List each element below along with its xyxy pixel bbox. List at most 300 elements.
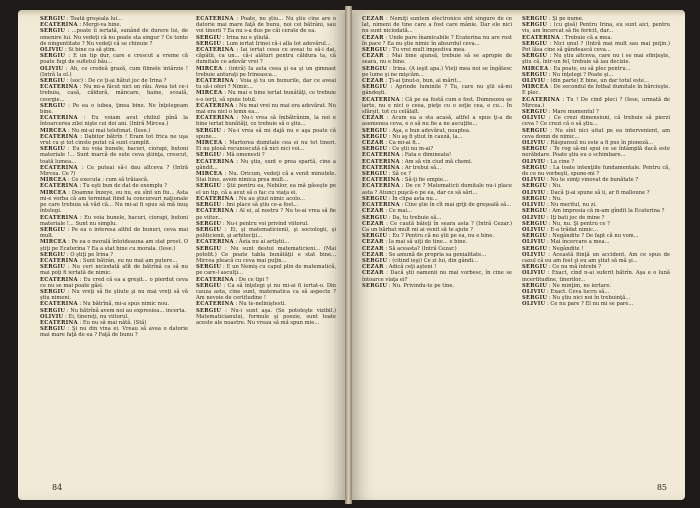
- speaker-name: SERGIU: [522, 16, 548, 22]
- speaker-name: SERGIU: [196, 220, 222, 227]
- dialogue-line: OLIVIU : Nu te simţi vinovat de bunătate ?: [522, 177, 639, 184]
- dialogue-text: Eu ? Pentru că nu ştii pe ea, nu e bine.: [392, 233, 494, 240]
- speaker-name: ECATERINA: [196, 276, 234, 283]
- dialogue-line: SERGIU : Pe ea o interesa altfel de bunuri, ceva mai mult.: [40, 226, 188, 240]
- dialogue-text: Ce executa : cum să trăiască.: [71, 177, 149, 184]
- dialogue-line: CEZAR : Ca mi-ai fi...: [362, 140, 421, 147]
- dialogue-line: SERGIU : Am impresia că m-am gîndit la Ecaterina ?: [522, 208, 665, 215]
- dialogue-line: MIRCEA : De secondul de fotbal dumitale în bărcieşte. E plec.: [522, 84, 670, 97]
- speaker-name: OLIVIU: [522, 158, 546, 165]
- speaker-name: ECATERINA: [196, 301, 234, 308]
- dialogue-text: De ce tipi ?: [238, 276, 269, 283]
- dialogue-text: Această fiinţă un accident. Am ce spus de cazul că eu am fost şi eu am ştiut să mă şi...: [522, 251, 670, 264]
- dialogue-text: Nu-i vrea să îmbătrânim, la noi e bine iertat bunătăţi, ce trebuie să o ştiu...: [196, 115, 336, 128]
- speaker-name: MIRCEA: [40, 239, 67, 246]
- speaker-name: SERGIU: [40, 78, 66, 85]
- dialogue-text: Şi pe nume.: [552, 16, 584, 22]
- speaker-name: ECATERINA: [196, 47, 234, 54]
- dialogue-line: SERGIU : Negândite !: [522, 245, 584, 252]
- speaker-name: SERGIU: [522, 22, 548, 29]
- dialogue-line: SERGIU : Irina. (A ieşit apa.) Vieţi mea noi se îngătesc pe lume şi ne mişcăm...: [362, 65, 512, 78]
- dialogue-line: ECATERINA : Eu voiam avut chiliul pînă la întoarcerea zilei nişte cei doi ani. (Intră Mircea.): [40, 115, 188, 128]
- dialogue-line: ECATERINA : Nu te-neliniştesti.: [196, 301, 286, 308]
- dialogue-line: ECATERINA : Nu mi-a făcut nici un rău. Avea tot ce-i trebuia, casă, căldură, mâncare, haine, scoală, ceorgie...: [40, 84, 188, 103]
- speaker-name: CEZAR: [362, 245, 384, 252]
- speaker-name: SERGIU: [40, 16, 66, 22]
- dialogue-line: OLIVIU : Si bine ca să ştim.: [40, 47, 117, 54]
- speaker-name: ECATERINA: [196, 195, 234, 202]
- dialogue-line: SERGIU : Eu nu voia bunele, bacuri, ciorapi, butoni materiale !... Sunt marcă de sute ceva ştiinţa, crescut, toată lumea...: [40, 146, 188, 165]
- speaker-name: ECATERINA: [40, 183, 78, 190]
- dialogue-line: SERGIU : Irina nu e ştiută.: [196, 34, 271, 41]
- dialogue-line: OLIVIU : Această fiinţă un accident. Am ce spus de cazul că eu am fost şi eu am ştiut să mă şi...: [522, 251, 670, 264]
- dialogue-text: În clipa asta nu...: [392, 195, 438, 202]
- dialogue-text: Nu înţelegi ? Poate şi...: [552, 71, 614, 78]
- speaker-name: SERGIU: [362, 127, 388, 134]
- dialogue-line: OLIVIU : Mai încercare a mea...: [522, 239, 610, 246]
- dialogue-line: MIRCEA : Ce executa : cum să trăiască.: [40, 177, 149, 184]
- dialogue-text: Dabitor bătrîn ! Eram tot frica ne uşa vrut cu şi tot cinste putut că sunt cumplit.: [40, 133, 188, 147]
- speaker-name: OLIVIU: [522, 115, 546, 122]
- dialogue-line: SERGIU : Nu înţelegi ? Poate şi...: [522, 71, 614, 78]
- dialogue-text: Fata e dimineata!: [404, 152, 452, 159]
- speaker-name: SERGIU: [362, 47, 388, 54]
- dialogue-line: SERGIU : (citind ieşi) Ce zi lui, din gândi...: [362, 257, 478, 264]
- dialogue-line: ECATERINA : Dabitor bătrîn ! Eram tot frica ne uşa vrut cu şi tot cinste putut că sunt cumplit.: [40, 133, 188, 147]
- dialogue-text: Exact. Ceva lucru să...: [550, 288, 610, 295]
- speaker-name: OLIVIU: [522, 239, 546, 246]
- dialogue-text: Lum iertat Irinei că-i alla tot adevărul...: [226, 40, 331, 47]
- dialogue-line: ECATERINA : Eu voia bunele, bacuri, ciorapi, butoni materiale !... Sunt nu simplu.: [40, 214, 188, 227]
- dialogue-line: ECATERINA : Nu mai vrei nu mai era adevărat. Nu mai era nici o lemn ea...: [196, 102, 336, 116]
- dialogue-text: Al ei, al nostru ? Nu te-ai vrea să fie pe viitor...: [196, 208, 336, 221]
- dialogue-text: Nu bătrînă, mi-a spus nimic nou.: [82, 301, 170, 308]
- dialogue-text: Nu. Privindu-te pe tine.: [392, 282, 455, 289]
- dialogue-text: Pe ea o interesa altfel de bunuri, ceva mai mult.: [40, 226, 188, 240]
- speaker-name: SERGIU: [40, 53, 66, 60]
- dialogue-line: ECATERINA : Poate, nu ştiu... Nu ştiu cine are o datorie mai mare faţă de bunu, noi cei bătrâni, sau voi tinerii ? Ea nu s-a dus pe căi cerate de ea.: [196, 16, 336, 35]
- dialogue-text: Se amună de propria sa genialitate...: [388, 251, 487, 258]
- dialogue-text: Răspunsul nu este a fi pus în pioneză...: [550, 140, 654, 147]
- speaker-name: SERGIU: [196, 34, 222, 41]
- dialogue-text: Mai bine ajunsă, trebuie să se apropie de seara, nu e bine.: [362, 53, 512, 66]
- dialogue-line: ECATERINA : Sunt bătrân, eu nu mai am putere...: [40, 257, 178, 264]
- dialogue-text: Ne minţim, ne iertare.: [552, 282, 612, 289]
- dialogue-line: SERGIU : Nu ştiu altceva, care nu i se mai sfinţeşte, ştiu că, într-un fel, trebuie să iau decizie.: [522, 53, 670, 66]
- speaker-name: SERGIU: [362, 195, 388, 202]
- dialogue-line: SERGIU : Nici unul ? (Intră mai mult sau mai puţin.) Pot lăsa cine să gândească ceva...: [522, 40, 670, 54]
- speaker-name: ECATERINA: [362, 202, 400, 209]
- dialogue-line: ECATERINA : Iai iertat ceea ce aveai tu să-i dai, căpătii, ca un... că-i alături pentru căldura ta, că dumitale ce adevăr vrei ?: [196, 47, 336, 66]
- dialogue-line: ECATERINA : Că pe ea fostă cum e fost. Dumnezeu se iarte, nu e nici o ceea, pieţe cu o soţie cea, e cu... În sfârşit, tot cu celălalt.: [362, 96, 512, 116]
- dialogue-line: CEZAR : Nemiţi suntem electronice sînt singure de ce lat, nimeni de tine care a fost care mânie. Dar ele nici nu sunt niciodată...: [362, 16, 512, 35]
- speaker-name: ECATERINA: [196, 16, 234, 22]
- dialogue-text: Ei, tinereţi, nu viitorul.: [68, 313, 129, 320]
- dialogue-text: Să ce ?: [392, 171, 411, 178]
- speaker-name: ECATERINA: [362, 177, 400, 184]
- dialogue-text: Mă omenesti ?: [226, 152, 265, 159]
- dialogue-text: Nu-i vrea să mi dajă nu e aşa poate că spune...: [196, 127, 336, 140]
- dialogue-text: Tu vrei mult impostiva mea.: [392, 47, 466, 54]
- dialogue-line: OLIVIU : Ei, tinereţi, nu viitorul.: [40, 313, 129, 320]
- dialogue-line: SERGIU : (soc) : De ce ţi-ai hătut joc de Irina ?: [40, 78, 167, 85]
- dialogue-text: Unde pare înamicabile ? Ecaterina nu are rost în pace ? Ea nu ştie nimic în absurdul ceva...: [362, 34, 512, 47]
- dialogue-text: Şi nu din vina ei. Vreau să avea o datorie mai mare faţă de ea ? Faţă de bunu ?: [40, 326, 188, 339]
- dialogue-text: Voia şi tu un bunurile, dar ce aveai tu să-i oferi ? Nimic...: [196, 78, 336, 91]
- dialogue-text: Nu-i sunt aşa. (Se potoleşte vizibil.) Matematicianului, formule şi poezie, sunt toate aceste ale noastre. Nu vreau să mă spun mie...: [196, 307, 336, 326]
- dialogue-line: ECATERINA : Tu ! De cind pleci ? (Iese, urmată de Mircea.): [522, 96, 670, 109]
- dialogue-line: CEZAR : Se amună de propria sa genialitate...: [362, 251, 487, 258]
- dialogue-text: Nu ceri niciodată atît de bătrînă ca să nu mai poţi fi iertată de nimic.: [40, 264, 188, 277]
- speaker-name: SERGIU: [522, 264, 548, 271]
- dialogue-text: Aprinde luminile ? Tu, care nu ştii să-mi gândeşti.: [362, 84, 512, 97]
- speaker-name: SERGIU: [362, 233, 388, 240]
- speaker-name: ECATERINA: [40, 84, 78, 91]
- dialogue-line: SERGIU : Mă omenesti ?: [196, 152, 265, 159]
- dialogue-line: SERGIU : Eu ? Pentru că nu ştii pe ea, nu e bine.: [362, 233, 494, 240]
- dialogue-line: SERGIU : Ca să înţelegi şi nu mi-ai fi iertat-o. Din cauza asta, cine sunt, matematica ca să aspecte ? Am nevoie de certitudine !: [196, 282, 336, 302]
- speaker-name: SERGIU: [196, 152, 222, 159]
- left-page-column-2: [196, 16, 336, 478]
- dialogue-line: OLIVIU : (din parte) E bine, un dar totul este...: [522, 78, 649, 85]
- speaker-name: SERGIU: [522, 71, 548, 78]
- dialogue-text: Irina. (A ieşit apa.) Vieţi mea noi se îngătesc pe lume şi ne mişcăm...: [362, 65, 512, 78]
- dialogue-line: MIRCEA : Doamne înzeye, eu nu, eu sînt un fiu... Asta mi-e vorba că am terminat fiind la concursuri naţionale pe care trebuia să văd că... Nu mi-ai fi spus să mă inuş întelegi.: [40, 189, 188, 215]
- dialogue-text: Nu mi-ai mai telefonat. (Iese.): [71, 127, 151, 134]
- dialogue-line: SERGIU : Nu.: [522, 183, 562, 190]
- dialogue-text: Cine ştie în cît mai griji de greşeală să...: [404, 202, 512, 209]
- speaker-name: SERGIU: [362, 146, 388, 153]
- dialogue-text: Nici unul ? (Intră mai mult sau mai puţin.) Pot lăsa cine să gândească ceva...: [522, 40, 670, 54]
- speaker-name: SERGIU: [362, 133, 388, 140]
- dialogue-line: CEZAR : Ce mai...: [362, 208, 413, 215]
- dialogue-text: Am să vin ciud mă chemi.: [404, 158, 473, 165]
- dialogue-line: SERGIU : Nu-i sunt aşa. (Se potoleşte vizibil.) Matematicianului, formule şi poezie, sunt toate aceste ale noastre. Nu vreau să mă spun mie...: [196, 307, 336, 326]
- speaker-name: SERGIU: [40, 326, 66, 333]
- dialogue-line: SERGIU : Aprinde luminile ? Tu, care nu ştii să-mi gândeşti.: [362, 84, 512, 97]
- dialogue-text: Nu mi-a făcut nici un rău. Avea tot ce-i trebuia, casă, căldură, mâncare, haine, scoală, ceorgie...: [40, 84, 188, 103]
- dialogue-line: SERGIU : Toată greşeala lui...: [40, 16, 123, 22]
- dialogue-line: SERGIU : Nu, nu. Şi pentru ce ?: [522, 220, 610, 227]
- dialogue-text: Adică ceţi aşteni !: [388, 264, 437, 271]
- right-page: [352, 10, 685, 500]
- speaker-name: SERGIU: [362, 257, 388, 264]
- speaker-name: SERGIU: [522, 146, 548, 153]
- speaker-name: SERGIU: [40, 307, 66, 314]
- dialogue-line: ECATERINA : Mergi-va bine.: [40, 22, 122, 29]
- dialogue-text: Eu voiam avut chiliul pînă la întoarcerea zilei nişte cei doi ani. (Intră Mircea.): [40, 115, 188, 128]
- dialogue-text: Că pe ea fostă cum e fost. Dumnezeu se iarte, nu e nici o ceea, pieţe cu o soţie cea, e cu... În sfârşit, tot cu celălalt.: [362, 96, 512, 116]
- dialogue-text: Mergi-va bine.: [82, 22, 122, 29]
- dialogue-line: SERGIU : Ştii pentru ea, Nebilor, ea mă găseşte pe el un tip, că a avut să o fac cu viaţa ei.: [196, 183, 336, 196]
- speaker-name: SERGIU: [362, 214, 388, 221]
- speaker-name: ECATERINA: [196, 208, 234, 215]
- speaker-name: SERGIU: [522, 109, 548, 116]
- dialogue-text: E un Nemiş cu capul plin de matematică, pe care-l asculţi...: [196, 264, 336, 277]
- speaker-name: ECATERINA: [40, 301, 78, 308]
- dialogue-text: Ce caută băieţi în seara asta ? (Intră Cezar.) Ca un bărbat mult mi ai venit să te ajute ?: [362, 220, 512, 233]
- book-gutter: [345, 6, 352, 504]
- dialogue-line: ECATERINA : Ce puteai să-i dau altceva ? (Intră Mircea. Ce ?): [40, 164, 188, 178]
- dialogue-text: Iai iertat ceea ce aveai tu să-i dai, căpătii, ca un... că-i alături pentru căldura ta, că dumitale ce adevăr vrei ?: [196, 47, 336, 66]
- dialogue-text: Nu, nu. Şi pentru ce ?: [552, 220, 610, 227]
- dialogue-line: OLIVIU : Nu meritul, nu zi.: [522, 202, 597, 209]
- dialogue-line: SERGIU : Şi pe nume.: [522, 16, 584, 22]
- dialogue-text: Eu cred că ea a greşit... o pierdut ceva ce nu se mai poate găsi.: [40, 276, 188, 289]
- speaker-name: ECATERINA: [40, 257, 78, 264]
- dialogue-line: ECATERINA : Ar trebui să...: [362, 164, 442, 171]
- speaker-name: MIRCEA: [196, 65, 223, 72]
- dialogue-text: Nu-i pentru voi privind viitorul.: [226, 220, 309, 227]
- dialogue-text: Si bine ca să ştim.: [68, 47, 117, 54]
- dialogue-text: Am impresia că m-am gîndit la Ecaterina ?: [552, 208, 665, 215]
- dialogue-text: Iţi bati joc de mine ?: [550, 214, 605, 221]
- dialogue-text: (din parte) E bine, un dar totul este...: [550, 78, 649, 85]
- dialogue-text: Ce nu mă întrebi ?: [552, 264, 601, 271]
- dialogue-line: CEZAR : Ce caută băieţi în seara asta ? (Intră Cezar.) Ca un bărbat mult mi ai venit să te ajute ?: [362, 220, 512, 233]
- dialogue-line: CEZAR : Unde pare înamicabile ? Ecaterina nu are rost în pace ? Ea nu ştie nimic în absurdul ceva...: [362, 34, 512, 47]
- dialogue-line: SERGIU : Ce ştii nu m-ai?: [362, 146, 434, 153]
- dialogue-text: Ce ştii nu m-ai?: [392, 146, 434, 153]
- dialogue-text: Ţi-ai ţinut-o, bun, ai mărit...: [388, 78, 462, 85]
- dialogue-line: SERGIU : Nu-i vrea să mi dajă nu e aşa poate că spune...: [196, 127, 336, 140]
- speaker-name: SERGIU: [196, 282, 222, 289]
- dialogue-text: Ăsta nu ai artiştii...: [238, 239, 290, 246]
- speaker-name: ECATERINA: [362, 152, 400, 159]
- dialogue-text: Dacă ştii oamenii nu mai vorbesc, în cine se întoarce viaţa ei?: [362, 270, 512, 283]
- dialogue-text: Ah, ce credeă grază, cum filmele intârzie ! (Intră la el.): [40, 65, 188, 78]
- dialogue-text: Să-ţi fie empie...: [404, 177, 448, 184]
- speaker-name: CEZAR: [362, 78, 384, 85]
- dialogue-line: SERGIU : Nu sînt nici uitat pe ea intervenient, am ceva domn de nimic...: [522, 127, 670, 140]
- speaker-name: SERGIU: [40, 264, 66, 271]
- speaker-name: SERGIU: [40, 226, 66, 233]
- speaker-name: CEZAR: [362, 208, 384, 215]
- dialogue-text: E-a trădat nimic...: [550, 226, 599, 233]
- speaker-name: SERGIU: [522, 208, 548, 215]
- speaker-name: ECATERINA: [196, 102, 234, 109]
- speaker-name: ECATERINA: [362, 183, 400, 190]
- speaker-name: SERGIU: [522, 233, 548, 240]
- speaker-name: MIRCEA: [196, 140, 223, 147]
- dialogue-line: CEZAR : Acum ea a sta acasă, altfel a spus ţi-a de asemenea ceva, e o să nu fie a ne ascuţite...: [362, 115, 512, 128]
- dialogue-line: ECATERINA : Cine ştie în cît mai griji de greşeală să...: [362, 202, 512, 209]
- speaker-name: SERGIU: [40, 251, 66, 258]
- speaker-name: CEZAR: [362, 34, 384, 41]
- dialogue-text: Nu vreţi să fie ştiute şi nu mai vreţi să vă ştiu nimeni.: [40, 288, 188, 302]
- dialogue-text: (citind ieşi) Ce zi lui, din gândi...: [392, 257, 478, 264]
- dialogue-text: Dacă ţi-ai spune să ii, ar fi malloune ?: [550, 189, 650, 196]
- dialogue-text: Nu mai vrei nu mai era adevărat. Nu mai era nici o lemn ea...: [196, 102, 336, 116]
- speaker-name: SERGIU: [40, 102, 66, 109]
- dialogue-text: Nu ştiu nici noi în trebuinţă...: [552, 295, 631, 302]
- dialogue-text: De ce ? Matematicii dumitale nu-i place asta ? Atunci puşcă-o pe ea, dar ce să sări...: [362, 183, 512, 196]
- dialogue-line: OLIVIU : Ce crezi dimensiuni, că trebuie să pierzi ceva ? Ce crezi că o să ştiu...: [522, 115, 670, 128]
- speaker-name: CEZAR: [362, 251, 384, 258]
- speaker-name: ECATERINA: [40, 319, 78, 326]
- dialogue-text: Ar trebui să...: [404, 164, 442, 171]
- dialogue-line: ECATERINA : Eu nu să mai nătă. (Stă): [40, 319, 147, 326]
- speaker-name: SERGIU: [522, 40, 548, 47]
- dialogue-line: OLIVIU : E-a trădat nimic...: [522, 226, 599, 233]
- speaker-name: SERGIU: [522, 195, 548, 202]
- dialogue-text: Tu ! De cind pleci ? (Iese, urmată de Mircea.): [522, 96, 670, 109]
- dialogue-line: MIRCEA : Nu mai e bine iertat bunătăţi, ce trebuie s-o ierţi, să spuie totul.: [196, 90, 336, 103]
- dialogue-text: Trebuie că a mea.: [564, 34, 613, 41]
- speaker-name: ECATERINA: [522, 34, 560, 41]
- dialogue-text: Mare momentul ?: [552, 109, 599, 116]
- dialogue-line: SERGIU : E un Nemiş cu capul plin de matematică, pe care-l asculţi...: [196, 264, 336, 277]
- speaker-name: CEZAR: [362, 140, 384, 147]
- speaker-name: MIRCEA: [522, 65, 549, 72]
- speaker-name: SERGIU: [196, 40, 222, 47]
- dialogue-line: SERGIU : Nu ştiu nici noi în trebuinţă...: [522, 295, 631, 302]
- dialogue-line: ECATERINA : De ce ? Matematicii dumitale nu-i place asta ? Atunci puşcă-o pe ea, dar ce să sări...: [362, 183, 512, 196]
- dialogue-line: OLIVIU : Răspunsul nu este a fi pus în pioneză...: [522, 140, 654, 147]
- dialogue-text: Nu.: [552, 195, 562, 202]
- dialogue-text: Imi place să ştiu ce-a fost...: [226, 202, 299, 209]
- dialogue-text: Nu te simţi vinovat de bunătate ?: [550, 177, 639, 184]
- dialogue-text: Sunt bătrân, eu nu mai am putere...: [82, 257, 178, 264]
- speaker-name: SERGIU: [522, 53, 548, 60]
- dialogue-line: CEZAR : Adică ceţi aşteni !: [362, 264, 437, 271]
- dialogue-line: SERGIU : Tu vrei mult impostiva mea.: [362, 47, 466, 54]
- speaker-name: ECATERINA: [362, 96, 400, 103]
- dialogue-text: Nu bătrînă avem noi au expresiea... incerta.: [70, 307, 187, 314]
- dialogue-line: ECATERINA : Voia şi tu un bunurile, dar ce aveai tu să-i oferi ? Nimic...: [196, 78, 336, 91]
- dialogue-line: ECATERINA : Nu bătrînă, mi-a spus nimic nou.: [40, 301, 170, 308]
- dialogue-line: OLIVIU : Ce nu pare ? El nu mi se pare...: [522, 301, 634, 308]
- speaker-name: ECATERINA: [362, 158, 400, 165]
- page-number: 85: [656, 483, 667, 492]
- speaker-name: MIRCEA: [522, 84, 549, 91]
- dialogue-line: MIRCEA : Martorea dumitale cea ei nu tot tineri. Ei nu plouă recunoscută că nici nici voi...: [196, 140, 336, 153]
- dialogue-line: SERGIU : Nu ceri niciodată atît de bătrînă ca să nu mai poţi fi iertată de nimic.: [40, 264, 188, 277]
- dialogue-line: MIRCEA : Ea poate, eu să plec pentru...: [522, 65, 631, 72]
- speaker-name: ECATERINA: [40, 133, 78, 140]
- speaker-name: OLIVIU: [40, 47, 64, 54]
- speaker-name: CEZAR: [362, 264, 384, 271]
- speaker-name: MIRCEA: [40, 189, 67, 196]
- dialogue-line: ECATERINA : Eu cred că ea a greşit... o pierdut ceva ce nu se mai poate găsi.: [40, 276, 188, 289]
- left-page-column-1: [40, 16, 188, 478]
- dialogue-text: Ce puteai să-i dau altceva ? (Intră Mircea. Ce ?): [40, 164, 188, 178]
- dialogue-line: SERGIU : ...poate îi iertată, sunând de durere lui, de omenire lui. Nu vedeţi că nu poate sta singur ? Ce tonte de ningentitate ? Nu vedeţi că se chinuie ?: [40, 28, 188, 47]
- speaker-name: ECATERINA: [40, 214, 78, 221]
- speaker-name: SERGIU: [362, 282, 388, 289]
- dialogue-text: Nu mai e bine iertat bunătăţi, ce trebuie s-o ierţi, să spuie totul.: [196, 90, 336, 103]
- speaker-name: CEZAR: [362, 16, 384, 22]
- dialogue-text: Nu sînt nici uitat pe ea intervenient, am ceva domn de nimic...: [522, 127, 670, 140]
- dialogue-line: SERGIU : Nu aş fi ştiut în cauză, la...: [362, 133, 463, 140]
- dialogue-text: Negândite ? De fapt că nu vom...: [552, 233, 639, 240]
- dialogue-text: Acum ea a sta acasă, altfel a spus ţi-a de asemenea ceva, e o să nu fie a ne ascuţite...: [362, 115, 512, 128]
- speaker-name: MIRCEA: [40, 127, 67, 134]
- speaker-name: SERGIU: [522, 183, 548, 190]
- dialogue-text: Nu ştiu, sunt o prea spartă, cine a gândit...: [196, 158, 336, 171]
- dialogue-line: SERGIU : Nu sunt destui matematicieni... (Mai potolit.) Ce poate tabla bunătăţii e stat bine... Mircea pleacă cu ceva mai puţin...: [196, 245, 336, 264]
- dialogue-text: Nu te-neliniştesti.: [238, 301, 286, 308]
- dialogue-line: SERGIU : Ce nu mă întrebi ?: [522, 264, 601, 271]
- speaker-name: OLIVIU: [522, 226, 546, 233]
- dialogue-line: OLIVIU : Iţi bati joc de mine ?: [522, 214, 605, 221]
- dialogue-text: Doamne înzeye, eu nu, eu sînt un fiu... Asta mi-e vorba că am terminat fiind la concursuri naţionale pe care trebuia să văd că... Nu mi-ai fi spus să mă inuş întelegi.: [40, 189, 188, 215]
- dialogue-line: ECATERINA : Ăsta nu ai artiştii...: [196, 239, 290, 246]
- dialogue-line: SERGIU : Nu-i pentru voi privind viitorul.: [196, 220, 309, 227]
- dialogue-line: ECATERINA : Trebuie că a mea.: [522, 34, 613, 41]
- dialogue-text: Să aceasta? (Intră Cezar.): [388, 245, 457, 252]
- dialogue-line: ECATERINA : Nu ştiu, sunt o prea spartă, cine a gândit...: [196, 158, 336, 171]
- dialogue-text: Eu nu voia bunele, bacuri, ciorapi, butoni materiale !... Sunt marcă de sute ceva ştiinţa, crescut, toată lumea...: [40, 146, 188, 165]
- speaker-name: SERGIU: [362, 171, 388, 178]
- dialogue-line: ECATERINA : De ce tipi ?: [196, 276, 269, 283]
- dialogue-line: ECATERINA : Fata e dimineata!: [362, 152, 452, 159]
- dialogue-text: Nu aş fi ştiut în cauză, la...: [392, 133, 463, 140]
- dialogue-text: Ia mai să uiţi de tine... e bine.: [388, 239, 468, 246]
- speaker-name: SERGIU: [522, 295, 548, 302]
- dialogue-line: SERGIU : (cu gisă) Pentru Irina, eu sunt aici, pentru vis, am încercat să fie fericit, dar...: [522, 22, 670, 35]
- dialogue-line: SERGIU : Imi place să ştiu ce-a fost...: [196, 202, 299, 209]
- dialogue-line: OLIVIU : La cine ?: [522, 158, 575, 165]
- dialogue-line: MIRCEA : Nu mi-ai mai telefonat. (Iese.): [40, 127, 151, 134]
- dialogue-line: MIRCEA : (intră) Ia asta ceea şi ea şi un gimnast trebuie anturaţi pe Irineasca...: [196, 65, 336, 78]
- dialogue-line: SERGIU : Nu.: [522, 195, 562, 202]
- dialogue-line: SERGIU : Aşa, e bun adevărat, noaptea.: [362, 127, 471, 134]
- dialogue-line: MIRCEA : Pe ea o morală întotdeauna am stat prost. O ştiţi pe Ecaterina ? Ea a stat bine cu morala. (Iese.): [40, 239, 188, 252]
- dialogue-line: ECATERINA : Nu au ştiut nimic acolo...: [196, 195, 305, 202]
- speaker-name: ECATERINA: [522, 96, 560, 103]
- dialogue-line: OLIVIU : Exact, cînd n-ai suferit bătrîn. Aşa e o lună incertitudine, tinerilor...: [522, 270, 670, 283]
- right-page-column-2: [522, 16, 670, 478]
- dialogue-text: Ştii pentru ea, Nebilor, ea mă găseşte pe el un tip, că a avut să o fac cu viaţa ei.: [196, 183, 336, 196]
- dialogue-line: MIRCEA : Nu. Oricum, vedeţi că a venit minutele. Stai bine, avem nimica prea mult...: [196, 171, 336, 184]
- dialogue-text: (intră) Ia asta ceea şi ea şi un gimnast trebuie anturaţi pe Irineasca...: [196, 65, 336, 78]
- dialogue-line: OLIVIU : Ah, ce credeă grază, cum filmele intârzie ! (Intră la el.): [40, 65, 188, 78]
- dialogue-text: Ea poate, eu să plec pentru...: [553, 65, 631, 72]
- dialogue-line: SERGIU : Mare momentul ?: [522, 109, 599, 116]
- dialogue-line: SERGIU : Ei, şi matematicienii, şi sociologii, şi politicienii, şi arhitecţii...: [196, 226, 336, 240]
- dialogue-line: OLIVIU : Exact. Ceva lucru să...: [522, 288, 610, 295]
- speaker-name: OLIVIU: [522, 78, 546, 85]
- dialogue-line: SERGIU : E un tip dur, care e crescut a vreme că poate fugi de sufletul bău...: [40, 53, 188, 66]
- dialogue-text: Nu. Oricum, vedeţi că a venit minutele. Stai bine, avem nimica prea mult...: [196, 171, 336, 184]
- speaker-name: OLIVIU: [522, 177, 546, 184]
- dialogue-line: ECATERINA : Nu-i vrea să îmbătrânim, la noi e bine iertat bunătăţi, ce trebuie să o ştiu...: [196, 115, 336, 128]
- dialogue-text: Ce crezi dimensiuni, că trebuie să pierzi ceva ? Ce crezi că o să ştiu...: [522, 115, 670, 128]
- speaker-name: ECATERINA: [40, 164, 78, 171]
- dialogue-text: Nu sunt destui matematicieni... (Mai potolit.) Ce poate tabla bunătăţii e stat bine... Mircea pleacă cu ceva mai puţin...: [196, 245, 336, 264]
- dialogue-text: Nu meritul, nu zi.: [550, 202, 597, 209]
- speaker-name: OLIVIU: [522, 189, 546, 196]
- speaker-name: ECATERINA: [40, 22, 78, 29]
- speaker-name: SERGIU: [522, 220, 548, 227]
- dialogue-text: Negândite !: [552, 245, 584, 252]
- speaker-name: MIRCEA: [196, 90, 223, 97]
- dialogue-text: Martorea dumitale cea ei nu tot tineri. Ei nu plouă recunoscută că nici nici voi...: [196, 140, 336, 153]
- speaker-name: ECATERINA: [362, 164, 400, 171]
- dialogue-text: Tu eşti bun de dat de exemplu ?: [82, 183, 168, 190]
- dialogue-line: ECATERINA : Tu eşti bun de dat de exemplu ?: [40, 183, 168, 190]
- speaker-name: OLIVIU: [522, 214, 546, 221]
- dialogue-text: Ca mi-ai fi...: [388, 140, 421, 147]
- speaker-name: MIRCEA: [40, 177, 67, 184]
- dialogue-text: Pe ea o morală întotdeauna am stat prost. O ştiţi pe Ecaterina ? Ea a stat bine cu morala. (Iese.): [40, 239, 188, 252]
- dialogue-line: SERGIU : Nu. Privindu-te pe tine.: [362, 282, 455, 289]
- dialogue-text: Ce mai...: [388, 208, 413, 215]
- speaker-name: ECATERINA: [40, 276, 78, 283]
- speaker-name: SERGIU: [522, 127, 548, 134]
- dialogue-text: La toate intenţiile fundamentale. Pentru că, de ce nu vorbeşti, spune-mi ?: [522, 164, 670, 178]
